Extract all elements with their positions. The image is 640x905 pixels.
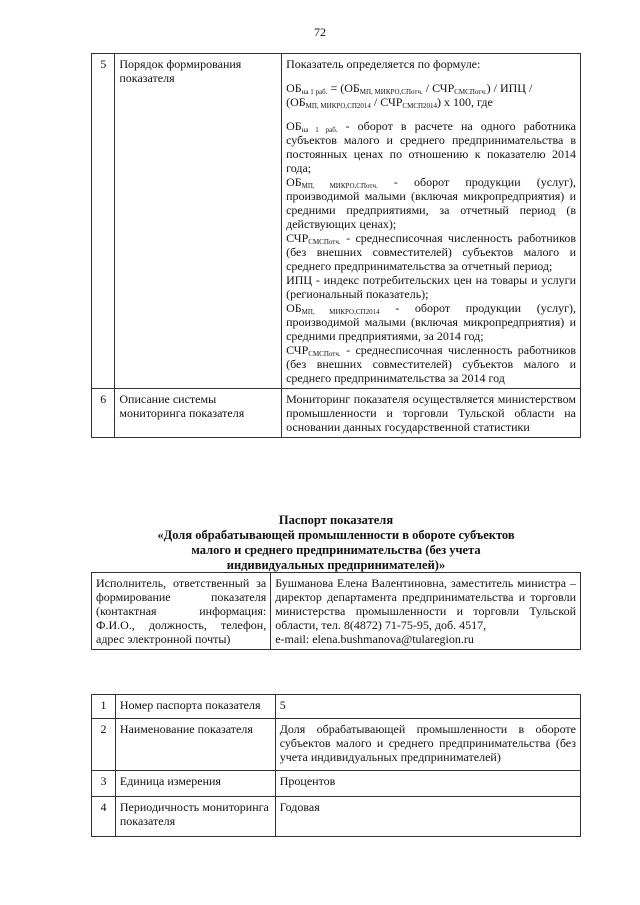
formula-line-1: $ОБ_{на 1 раб.} = (ОБ_{МП, МИКРО,СПотч.} / СЧР_{СМСПотч.})$ / ИПЦ / <box>286 81 533 96</box>
formula-line-2: $(ОБ_{МП, МИКРО,СП2014} / СЧР_{СМСП2014})$ x 100, где <box>286 95 493 110</box>
definition-3: $СЧР_{СМСПотч.}$ - среднесписочная численность работников (без внешних совместителей) субъектов малого и среднего предпринимательства за отчетный период; <box>286 231 576 273</box>
passport-title-line: «Доля обрабатывающей промышленности в обороте субъектов <box>157 528 515 542</box>
table-row <box>92 771 581 797</box>
definition-2: $ОБ_{МП, МИКРО,СПотч.}$ - оборот продукции (услуг), производимой малыми (включая микропредприятия) и средними предприятиями, за отчетный период (в действующих ценах); <box>286 175 576 231</box>
row-number: 5 <box>92 54 115 389</box>
table-row <box>92 695 581 719</box>
table-row <box>92 389 581 438</box>
table-row <box>92 573 581 650</box>
row-value: Процентов <box>275 771 580 797</box>
row-value: Доля обрабатывающей промышленности в обороте субъектов малого и среднего предпринимательства (без учета индивидуальных предпринимателей) <box>275 719 580 771</box>
passport-title <box>91 513 581 573</box>
executor-contact: Бушманова Елена Валентиновна, заместитель министра – директор департамента предпринимательства и торговли министерства промышленности и торговли Тульской области, тел. 8(4872) 71-75-95, доб. 4517, <box>275 576 576 632</box>
passport-title-line: малого и среднего предпринимательства (без учета <box>191 543 481 557</box>
table-row <box>92 54 581 389</box>
definition-4: ИПЦ - индекс потребительских цен на товары и услуги (региональный показатель); <box>286 273 576 301</box>
definition-5: $ОБ_{МП, МИКРО,СП2014}$ - оборот продукции (услуг), производимой малыми (включая микропредприятия) и средними предприятиями, за 2014 год; <box>286 301 576 343</box>
executor-table <box>91 572 581 650</box>
indicator-table-continued <box>91 53 581 438</box>
row-label: Номер паспорта показателя <box>115 695 275 719</box>
definition-6: $СЧР_{СМСПотч.}$ - среднесписочная численность работников (без внешних совместителей) субъектов малого и среднего предпринимательства за 2014 год <box>286 343 576 385</box>
row-value: Годовая <box>275 797 580 837</box>
row-label: Наименование показателя <box>115 719 275 771</box>
executor-email: e-mail: elena.bushmanova@tularegion.ru <box>275 632 474 646</box>
row-label: Периодичность мониторинга показателя <box>115 797 275 837</box>
passport-table <box>91 694 581 837</box>
row-value: Мониторинг показателя осуществляется министерством промышленности и торговли Тульской области на основании данных государственной статистики <box>282 389 581 438</box>
executor-value <box>271 573 581 650</box>
row-label: Описание системы мониторинга показателя <box>115 389 282 438</box>
table-row <box>92 797 581 837</box>
table-row <box>92 719 581 771</box>
row-number: 2 <box>92 719 116 771</box>
row-label: Порядок формирования показателя <box>115 54 282 389</box>
row-number: 1 <box>92 695 116 719</box>
row-number: 3 <box>92 771 116 797</box>
passport-title-line: индивидуальных предпринимателей)» <box>226 558 446 572</box>
row-label: Единица измерения <box>115 771 275 797</box>
row-value: 5 <box>275 695 580 719</box>
row-number: 6 <box>92 389 115 438</box>
page-number: 72 <box>314 25 326 39</box>
formula-intro: Показатель определяется по формуле: <box>286 57 481 71</box>
row-number: 4 <box>92 797 116 837</box>
formula-cell <box>282 54 581 389</box>
passport-title-line: Паспорт показателя <box>278 513 394 527</box>
definition-1: $ОБ_{на 1 раб.}$ - оборот в расчете на одного работника субъектов малого и среднего предпринимательства в постоянных ценах по отношению к показателю 2014 года; <box>286 119 576 175</box>
executor-label: Исполнитель, ответственный за формирование показателя (контактная информация: Ф.И.О., должность, телефон, адрес электронной почты) <box>92 573 271 650</box>
